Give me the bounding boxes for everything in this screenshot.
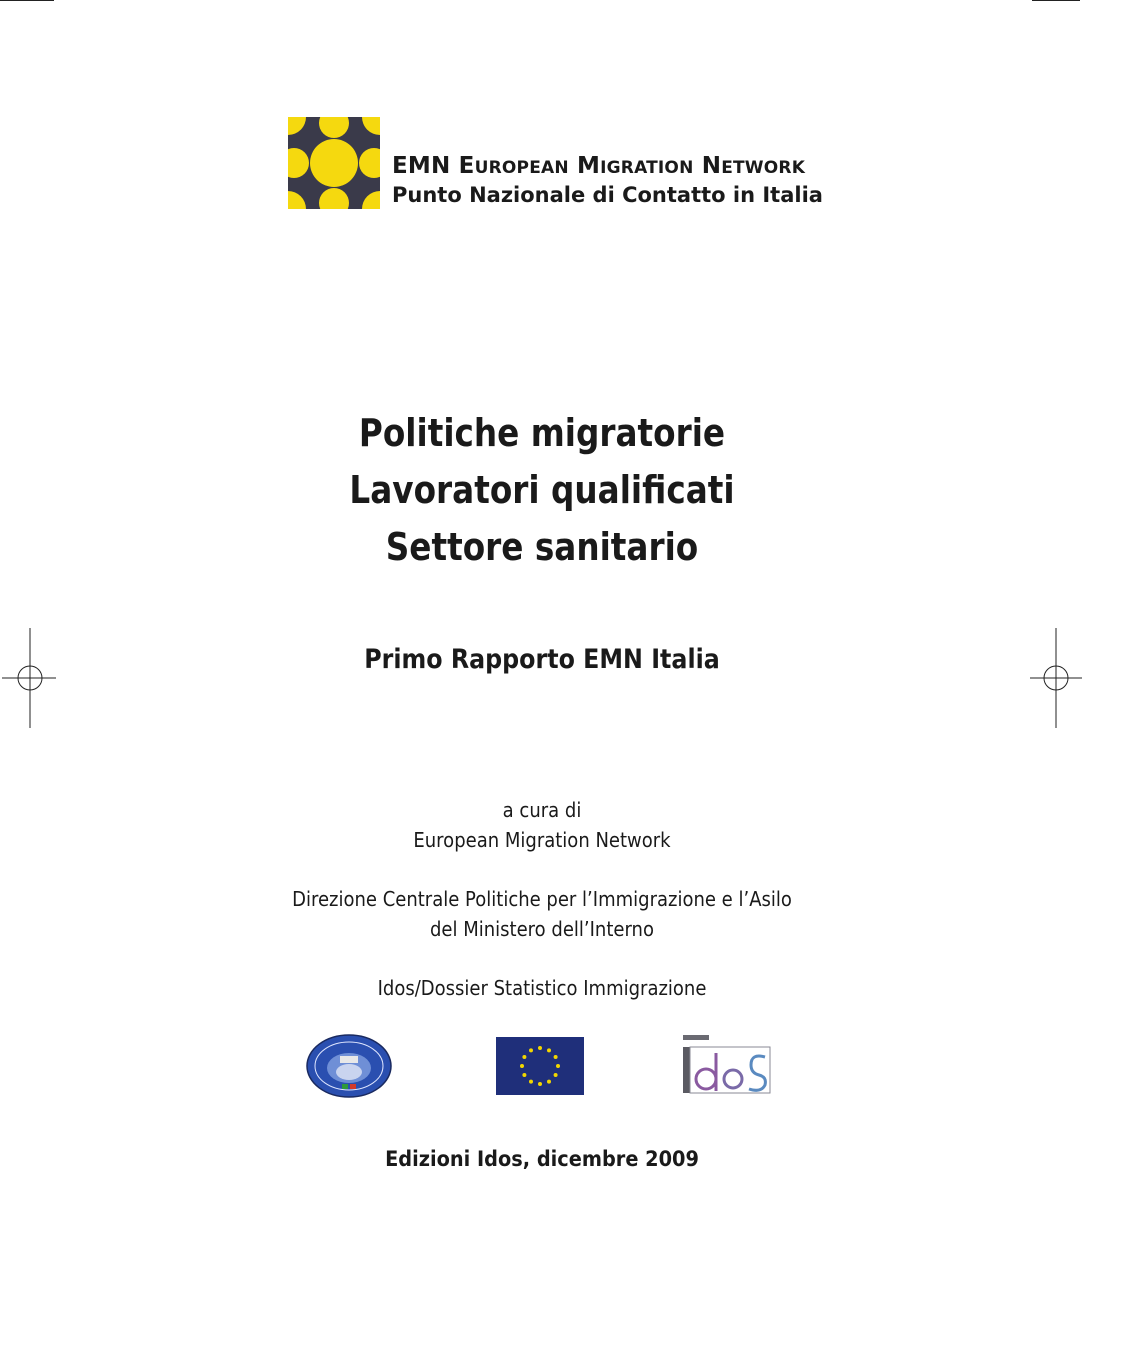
crop-mark-top-left <box>0 0 54 1</box>
credits-org-ministry-line2: del Ministero dell’Interno <box>429 916 654 941</box>
eu-flag-icon <box>496 1037 584 1095</box>
credits-org-ministry-line1: Direzione Centrale Politiche per l’Immigrazione e l’Asilo <box>292 887 792 911</box>
contact-point-text: Punto Nazionale di Contatto in Italia <box>392 183 823 207</box>
crop-mark-top-right <box>1032 0 1080 1</box>
idos-logo-icon <box>683 1035 773 1095</box>
emn-word-european: EUROPEAN <box>458 153 569 179</box>
emn-logo-icon <box>288 117 380 209</box>
editorial-credits <box>54 796 1030 1004</box>
emn-abbreviation: EMN <box>392 153 451 179</box>
document-subtitle: Primo Rapporto EMN Italia <box>364 644 720 675</box>
credits-intro: a cura di <box>502 798 582 822</box>
publisher-and-date: Edizioni Idos, dicembre 2009 <box>385 1147 699 1171</box>
document-title <box>76 405 1008 576</box>
credits-org-idos: Idos/Dossier Statistico Immigrazione <box>377 976 707 1000</box>
emn-word-migration: MIGRATION <box>577 153 694 179</box>
ministero-interno-seal-icon <box>306 1034 392 1098</box>
registration-mark-left <box>0 628 80 728</box>
title-line-3: Settore sanitario <box>385 525 699 569</box>
title-line-2: Lavoratori qualificati <box>349 468 735 512</box>
credits-org-emn: European Migration Network <box>413 827 671 852</box>
registration-mark-right <box>1006 628 1106 728</box>
emn-word-network: NETWORK <box>701 153 806 179</box>
title-line-1: Politiche migratorie <box>358 411 726 455</box>
emn-title-line <box>392 153 823 179</box>
emn-network-name <box>392 153 823 207</box>
